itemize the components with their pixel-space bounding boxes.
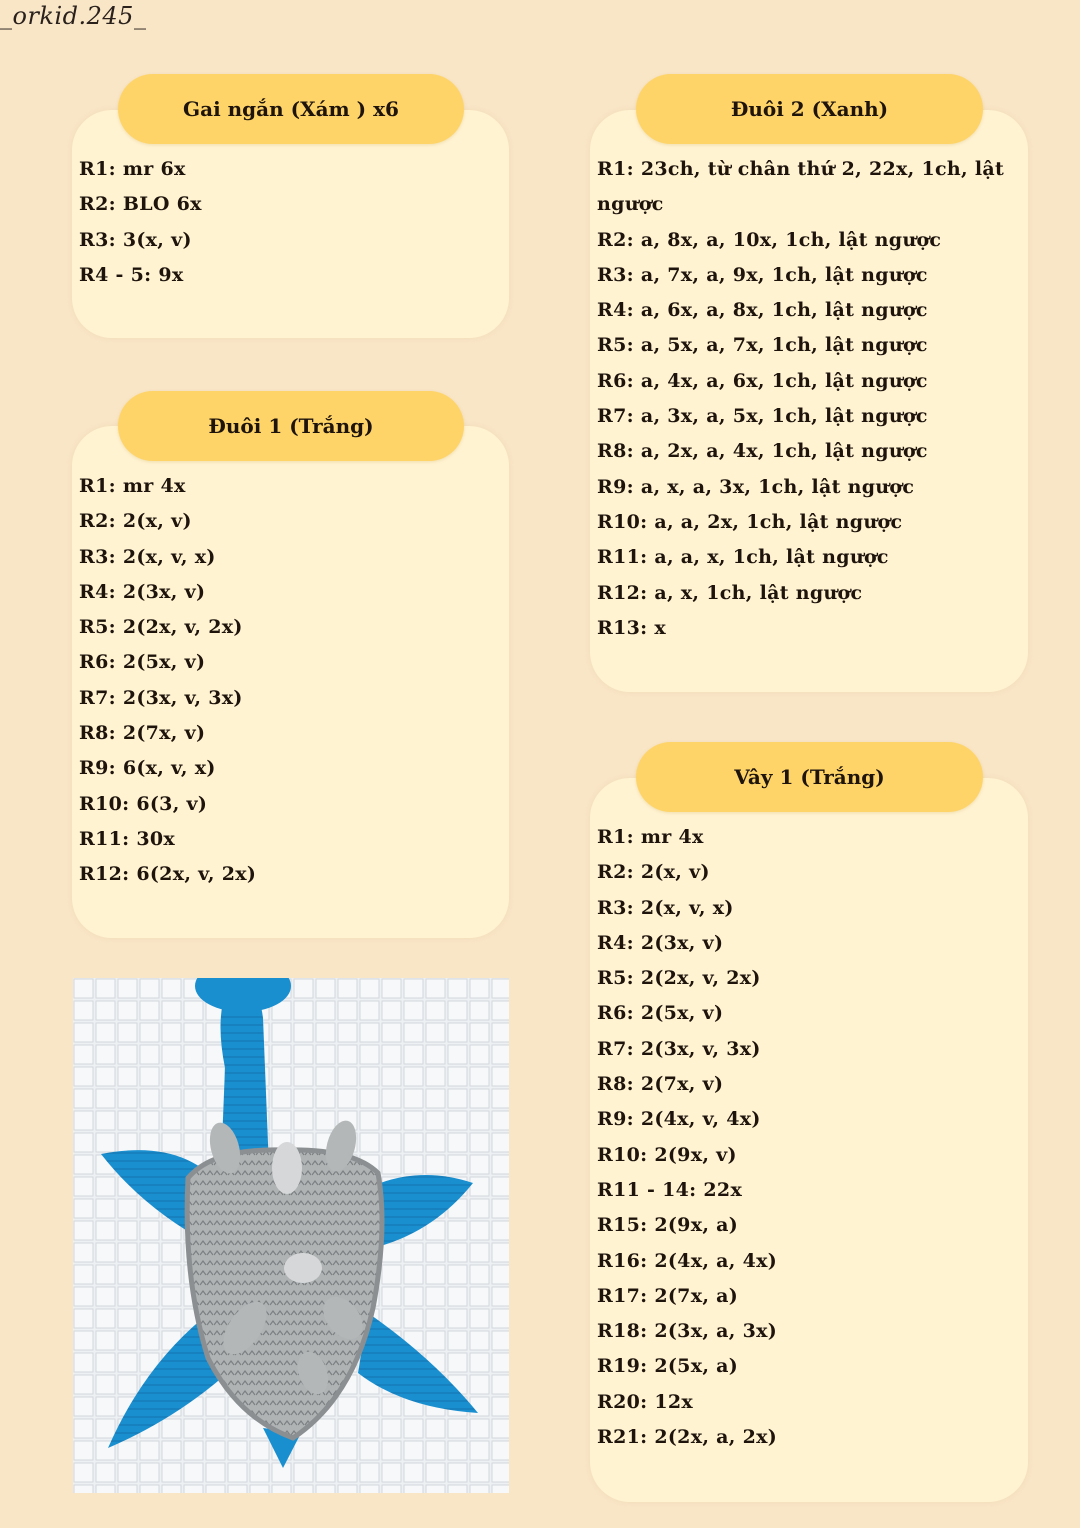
row: R21: 2(2x, a, 2x)	[597, 1426, 778, 1449]
row: R4: 2(3x, v)	[79, 580, 206, 603]
row: R3: a, 7x, a, 9x, 1ch, lật ngược	[597, 263, 928, 286]
row: R6: 2(5x, v)	[79, 651, 206, 674]
row: R7: 2(3x, v, 3x)	[79, 686, 243, 709]
row: R6: a, 4x, a, 6x, 1ch, lật ngược	[597, 369, 928, 392]
row: R11: a, a, x, 1ch, lật ngược	[597, 546, 889, 569]
row: R1: mr 4x	[597, 826, 704, 848]
toy-photo	[73, 978, 509, 1493]
row: R3: 2(x, v, x)	[79, 545, 216, 568]
row-list	[597, 152, 1007, 646]
row: R1: mr 4x	[79, 475, 186, 497]
row: R16: 2(4x, a, 4x)	[597, 1249, 778, 1272]
row: R7: a, 3x, a, 5x, 1ch, lật ngược	[597, 405, 928, 428]
row: R19: 2(5x, a)	[597, 1355, 739, 1378]
row: R15: 2(9x, a)	[597, 1214, 739, 1237]
row: R11 - 14: 22x	[597, 1178, 743, 1201]
crochet-plesiosaur-illustration	[73, 978, 509, 1493]
row: R17: 2(7x, a)	[597, 1284, 739, 1307]
row: R5: 2(2x, v, 2x)	[597, 967, 761, 990]
row: R4: 2(3x, v)	[597, 931, 724, 954]
section-title: Gai ngắn (Xám ) x6	[118, 74, 464, 144]
row: R11: 30x	[79, 827, 176, 850]
row: R5: a, 5x, a, 7x, 1ch, lật ngược	[597, 334, 928, 357]
row: R4 - 5: 9x	[79, 263, 184, 286]
row: R8: 2(7x, v)	[79, 722, 206, 745]
row: R1: mr 6x	[79, 158, 186, 180]
row: R10: a, a, 2x, 1ch, lật ngược	[597, 510, 903, 533]
row: R2: a, 8x, a, 10x, 1ch, lật ngược	[597, 228, 942, 251]
row: R7: 2(3x, v, 3x)	[597, 1037, 761, 1060]
row-list	[79, 152, 202, 293]
row: R8: a, 2x, a, 4x, 1ch, lật ngược	[597, 440, 928, 463]
row: R12: a, x, 1ch, lật ngược	[597, 581, 863, 604]
row-list	[597, 820, 777, 1455]
section-title: Vây 1 (Trắng)	[636, 742, 983, 812]
row: R2: 2(x, v)	[79, 510, 192, 533]
watermark: _orkid.245_	[0, 2, 147, 30]
row: R9: 2(4x, v, 4x)	[597, 1108, 761, 1131]
section-title: Đuôi 1 (Trắng)	[118, 391, 464, 461]
row: R4: a, 6x, a, 8x, 1ch, lật ngược	[597, 299, 928, 322]
row: R1: 23ch, từ chân thứ 2, 22x, 1ch, lật ngược	[597, 158, 1005, 216]
row: R18: 2(3x, a, 3x)	[597, 1320, 778, 1343]
row: R8: 2(7x, v)	[597, 1073, 724, 1096]
row: R6: 2(5x, v)	[597, 1002, 724, 1025]
row: R3: 3(x, v)	[79, 228, 192, 251]
row: R2: 2(x, v)	[597, 861, 710, 884]
row-list	[79, 469, 256, 893]
row: R2: BLO 6x	[79, 193, 202, 216]
row: R10: 6(3, v)	[79, 792, 208, 815]
row: R13: x	[597, 616, 666, 639]
row: R10: 2(9x, v)	[597, 1143, 737, 1166]
row: R5: 2(2x, v, 2x)	[79, 616, 243, 639]
row: R12: 6(2x, v, 2x)	[79, 863, 257, 886]
section-title: Đuôi 2 (Xanh)	[636, 74, 983, 144]
row: R20: 12x	[597, 1390, 694, 1413]
row: R9: 6(x, v, x)	[79, 757, 216, 780]
row: R3: 2(x, v, x)	[597, 896, 734, 919]
row: R9: a, x, a, 3x, 1ch, lật ngược	[597, 475, 915, 498]
